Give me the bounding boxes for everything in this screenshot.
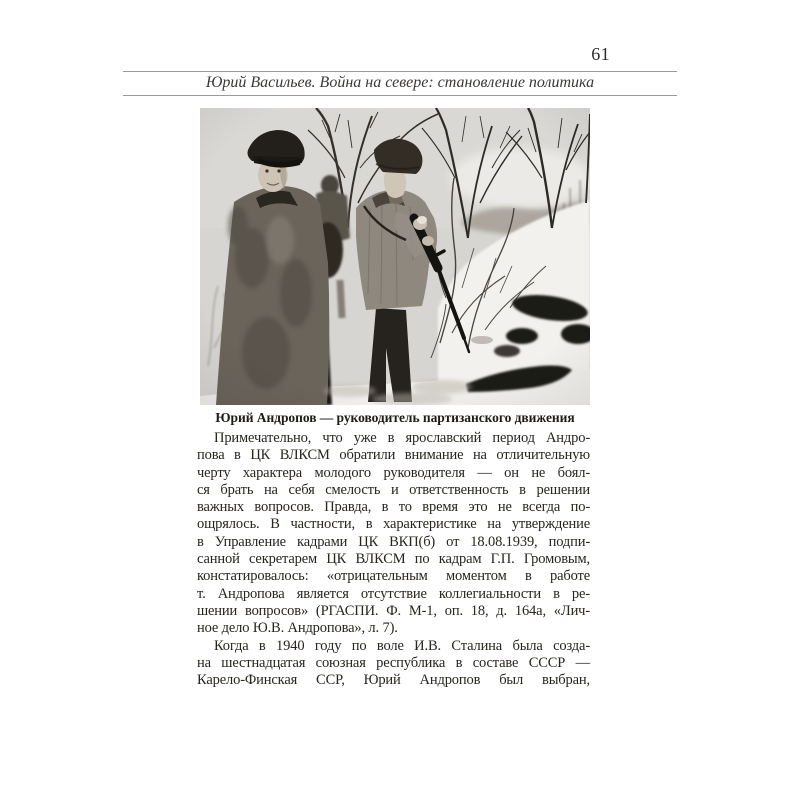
running-title: Юрий Васильев. Война на севере: становление политика xyxy=(205,74,595,91)
body-line: констатировалось: «отрицательным моментом в работе xyxy=(197,568,590,585)
body-line: черту характера молодого руководителя — он не боял- xyxy=(197,464,590,481)
partisan-photo xyxy=(200,108,590,405)
body-line: пова в ЦК ВЛКСМ обратили внимание на отличительную xyxy=(197,447,590,464)
body-line: на шестнадцатая союзная республика в составе СССР — xyxy=(197,654,590,671)
body-line: санной секретарем ЦК ВЛКСМ по кадрам Г.П. Громовым, xyxy=(197,551,590,568)
figure xyxy=(200,108,590,426)
body-line: ся брать на себя смелость и ответственность в решении xyxy=(197,481,590,498)
body-line: т. Андропова является отсутствие коллегиальности в ре- xyxy=(197,585,590,602)
body-line: ощрялось. В частности, в характеристике на утверждение xyxy=(197,516,590,533)
body-text xyxy=(197,430,590,689)
body-line: Карело-Финская ССР, Юрий Андропов был выбран, xyxy=(197,672,590,689)
body-line: ное дело Ю.В. Андропова», л. 7). xyxy=(197,620,398,637)
header-rule-bottom xyxy=(123,95,677,96)
body-line: в Управление кадрами ЦК ВКП(б) от 18.08.1939, подпи- xyxy=(197,533,590,550)
body-line: Когда в 1940 году по воле И.В. Сталина была созда- xyxy=(214,637,590,654)
photo-caption: Юрий Андропов — руководитель партизанского движения xyxy=(215,410,575,425)
page-number: 61 xyxy=(591,44,610,64)
body-line: важных вопросов. Правда, в то время это не всегда по- xyxy=(197,499,590,516)
body-line: Примечательно, что уже в ярославский период Андро- xyxy=(214,430,590,446)
header-rule-top xyxy=(123,71,677,72)
body-line: шении вопросов» (РГАСПИ. Ф. М-1, оп. 18, д. 164а, «Лич- xyxy=(197,602,590,619)
